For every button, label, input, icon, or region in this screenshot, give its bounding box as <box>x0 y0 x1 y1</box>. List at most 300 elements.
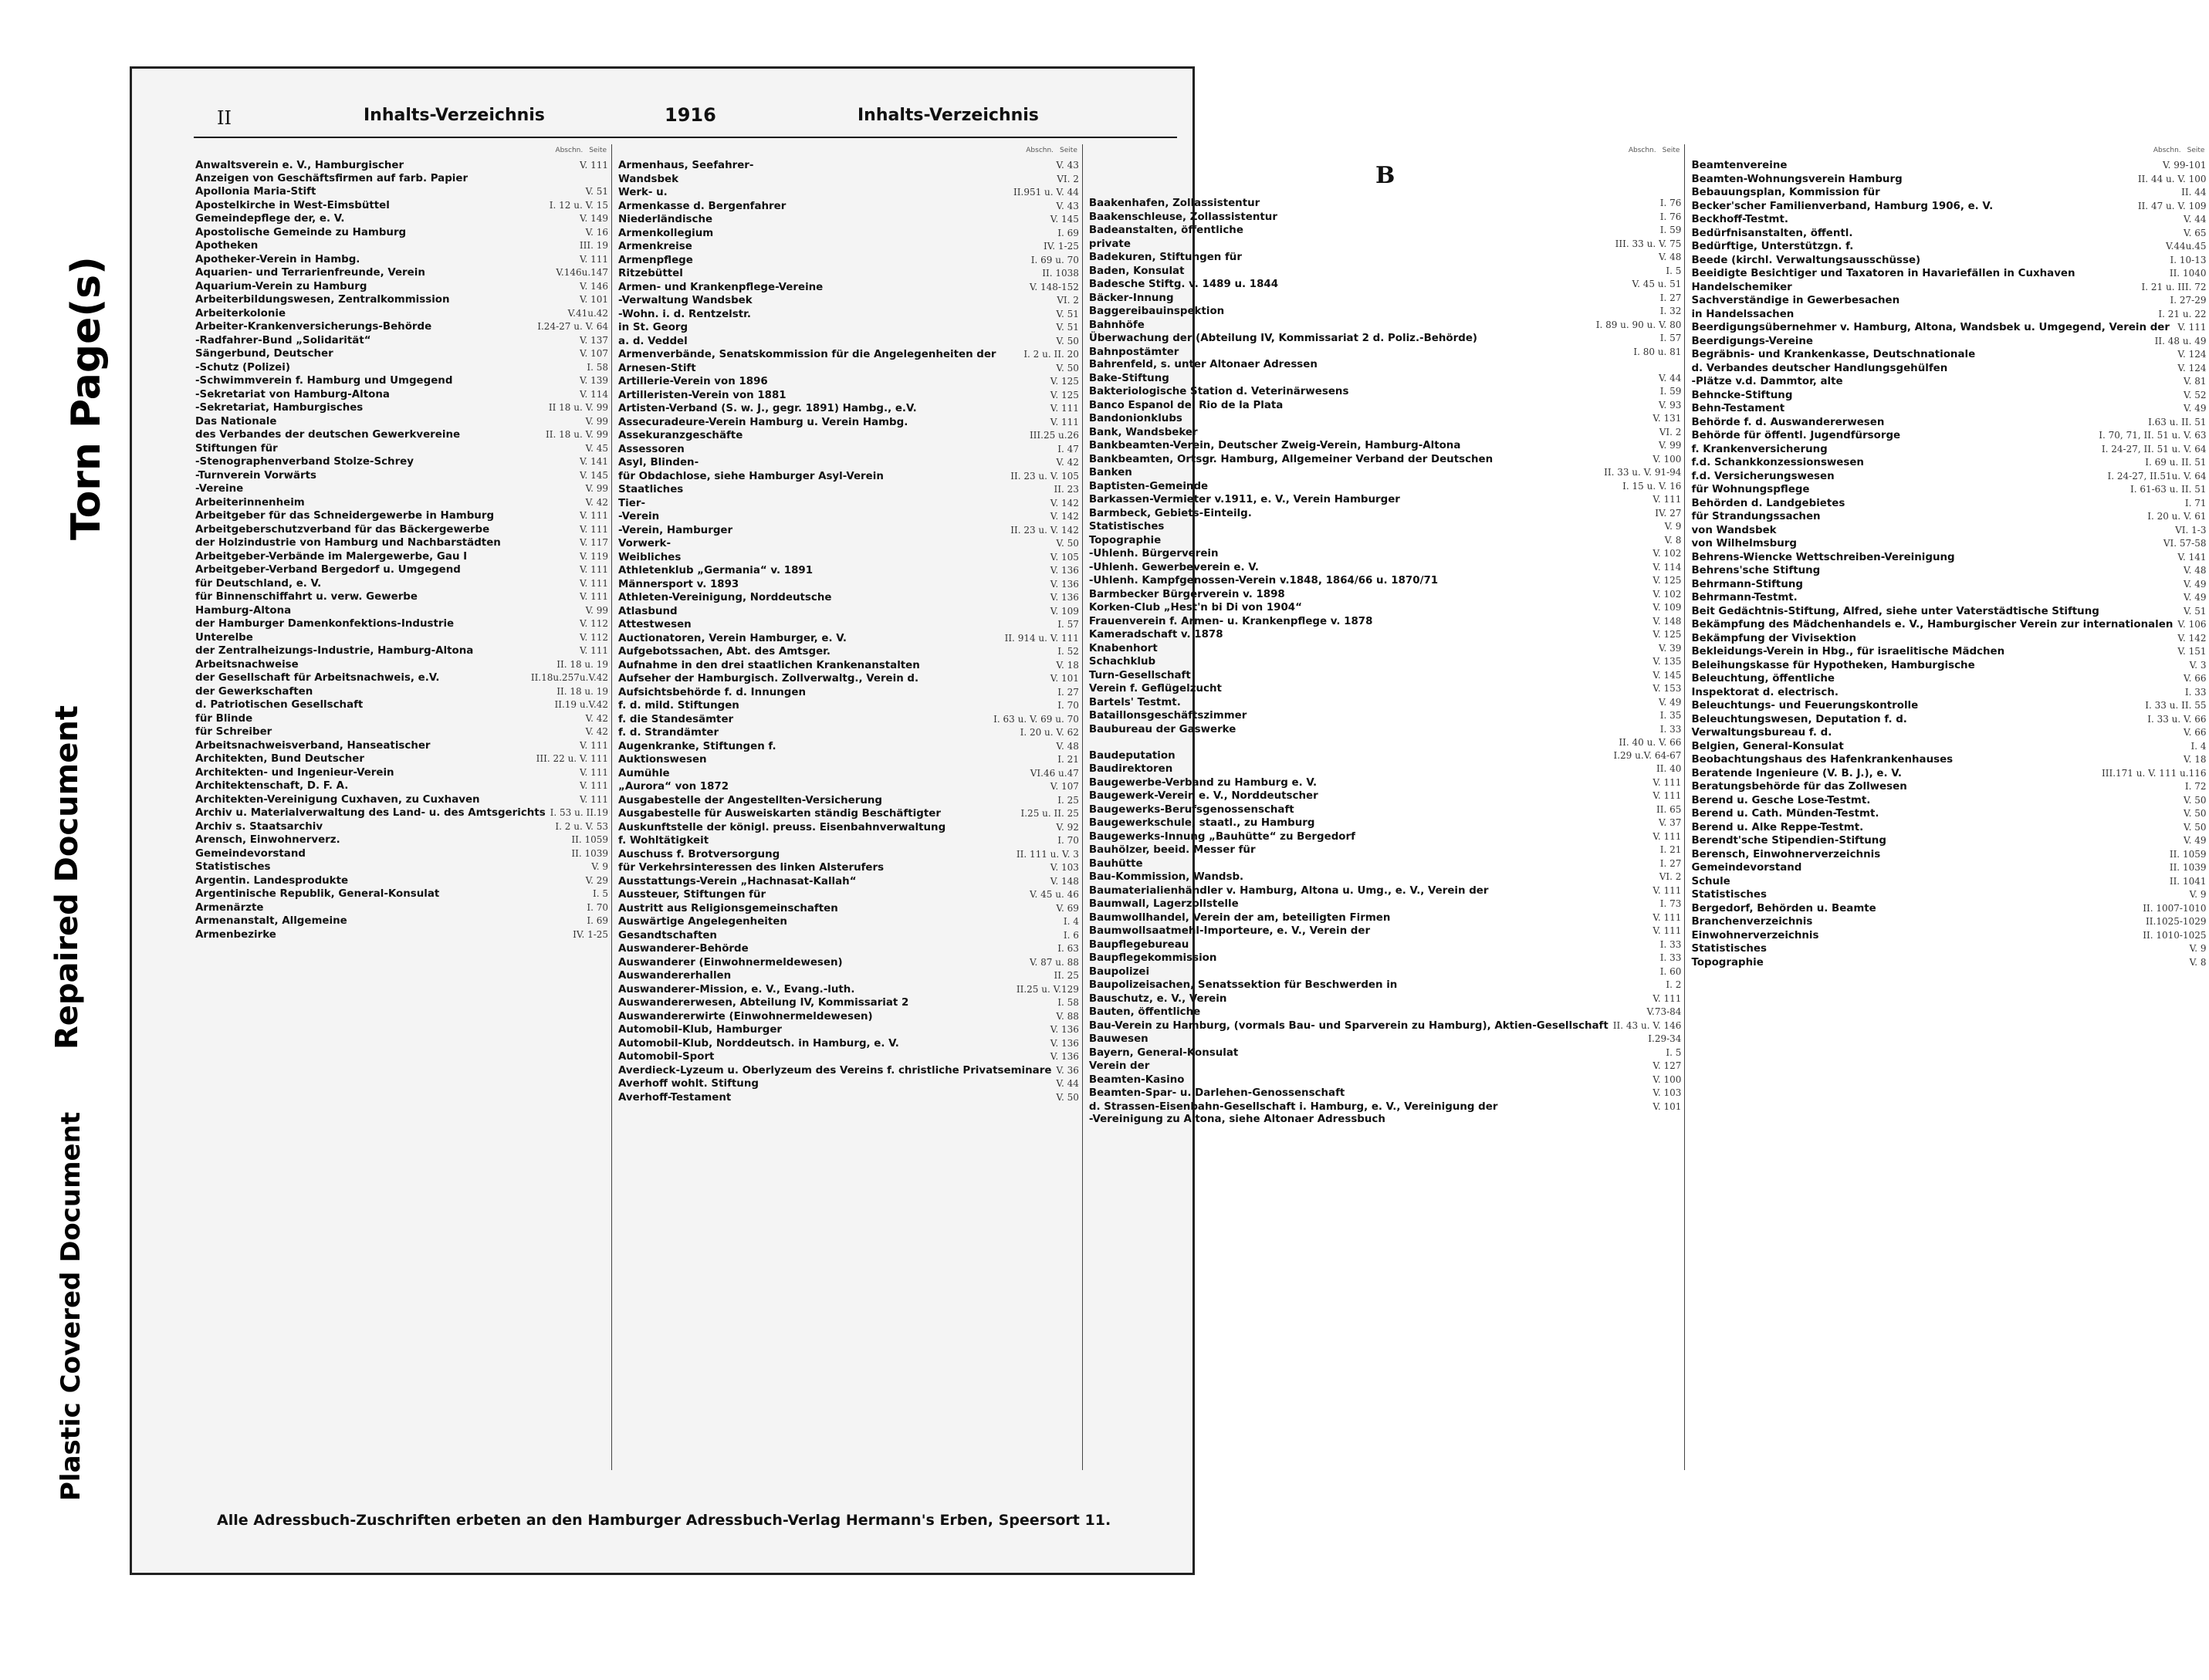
entry-name: Baakenhafen, Zollassistentur <box>1088 198 1260 209</box>
entry-name: Beratende Ingenieure (V. B. J.), e. V. <box>1691 767 1902 779</box>
entry-name: Automobil-Sport <box>618 1051 715 1063</box>
entry-name: von Wilhelmsburg <box>1691 538 1797 549</box>
entry-reference: V.146u.147 <box>556 267 609 278</box>
index-entry <box>618 200 1079 214</box>
index-entry <box>195 388 608 402</box>
entry-name: Statistisches <box>1691 943 1767 955</box>
entry-name: Armenverbände, Senatskommission für die Angelegenheiten der <box>618 349 996 360</box>
index-entry <box>1089 372 1682 386</box>
index-entry <box>618 227 1079 241</box>
index-entry <box>1691 416 2206 430</box>
index-entry <box>195 860 608 874</box>
index-entry <box>618 996 1079 1010</box>
entry-reference: V. 49 <box>2184 835 2207 846</box>
entry-reference: V. 66 <box>2184 727 2207 738</box>
entry-reference: V. 135 <box>1653 656 1682 667</box>
index-entry <box>1089 911 1682 925</box>
entry-name: Topographie <box>1088 534 1162 546</box>
entry-name: Bedürftige, Unterstützgn. f. <box>1691 241 1854 252</box>
index-entry <box>1089 669 1682 683</box>
entry-reference: II. 1059 <box>2169 848 2207 860</box>
entry-name: Armenkasse d. Bergenfahrer <box>618 200 787 212</box>
entry-reference: II.951 u. V. 44 <box>1013 187 1079 198</box>
index-entry <box>1691 321 2206 335</box>
entry-reference: V. 125 <box>1653 575 1682 586</box>
index-entry <box>1089 830 1682 844</box>
entry-reference: I. 76 <box>1659 198 1682 208</box>
index-entry <box>195 766 608 780</box>
entry-reference: V. 43 <box>1056 200 1079 211</box>
entry-reference: V. 42 <box>585 496 609 508</box>
entry-name: Barmbecker Bürgerverein v. 1898 <box>1088 588 1285 600</box>
entry-name: Archiv s. Staatsarchiv <box>195 820 323 833</box>
index-entry <box>195 442 608 456</box>
entry-name: f. Krankenversicherung <box>1691 443 1828 455</box>
entry-name: Aufgebotssachen, Abt. des Amtsger. <box>618 646 830 657</box>
entry-reference: I. 21 <box>1057 754 1079 765</box>
entry-name: der Zentralheizungs-Industrie, Hamburg-Altona <box>195 645 474 657</box>
entry-name: Schule <box>1691 875 1730 887</box>
entry-reference: I. 69 u. II. 51 <box>2145 457 2207 468</box>
entry-reference: I. 33 u. II. 55 <box>2145 700 2207 711</box>
entry-reference: V. 136 <box>1050 1051 1079 1062</box>
index-entry <box>195 712 608 726</box>
entry-reference: I. 27 <box>1659 292 1682 303</box>
entry-name: Branchenverzeichnis <box>1691 916 1813 928</box>
entry-name: Baupflegebureau <box>1088 938 1189 951</box>
entry-reference: I. 59 <box>1659 386 1682 397</box>
entry-reference: I. 57 <box>1057 619 1079 630</box>
entry-name: Beamten-Kasino <box>1088 1073 1185 1086</box>
index-entry <box>195 428 608 442</box>
index-entry <box>1089 412 1682 426</box>
entry-name: Austritt aus Religionsgemeinschaften <box>618 902 838 914</box>
index-entry <box>1089 965 1682 979</box>
index-entry <box>1089 561 1682 575</box>
index-entry <box>1089 332 1682 346</box>
index-entry <box>1089 507 1682 521</box>
index-entry <box>1089 736 1682 749</box>
index-entry <box>618 254 1079 268</box>
entry-name: Bauhütte <box>1088 857 1143 870</box>
entry-name: Statistisches <box>1691 889 1767 901</box>
entry-name: Aquarien- und Terrarienfreunde, Verein <box>195 267 425 279</box>
entry-name: -Uhlenh. Gewerbeverein e. V. <box>1088 561 1259 573</box>
entry-reference: I. 57 <box>1659 333 1682 343</box>
entry-name: Architektenschaft, D. F. A. <box>195 780 349 792</box>
entry-reference: V. 9 <box>591 861 609 872</box>
index-entry <box>1691 848 2206 862</box>
index-entry <box>1089 897 1682 911</box>
index-entry <box>1691 888 2206 902</box>
entry-reference: I. 24-27, II.51u. V. 64 <box>2107 470 2207 482</box>
index-entry <box>618 524 1079 538</box>
entry-reference: I. 60 <box>1659 965 1682 977</box>
entry-reference: V. 145 <box>1050 214 1079 225</box>
entry-reference: V. 111 <box>1653 494 1682 505</box>
entry-reference: V. 109 <box>1050 605 1079 617</box>
entry-reference: II. 23 u. V. 142 <box>1010 524 1079 536</box>
entry-reference: V. 8 <box>2189 956 2207 968</box>
entry-reference: V. 8 <box>1664 534 1682 546</box>
entry-name: Archiv u. Materialverwaltung des Land- u. des Amtsgerichts <box>195 807 546 819</box>
entry-reference: II. 40 <box>1656 763 1682 774</box>
entry-reference: V. 146 <box>579 280 609 292</box>
entry-reference: V. 49 <box>2184 592 2207 603</box>
index-entry <box>618 848 1079 862</box>
entry-reference: I. 10-13 <box>2170 254 2207 265</box>
entry-reference: V. 49 <box>1658 696 1682 708</box>
entry-reference: V. 111 <box>1653 830 1682 842</box>
index-entry <box>1691 227 2206 241</box>
index-entry <box>1691 726 2206 740</box>
entry-name: Baumwollhandel, Verein der am, beteiligten Firmen <box>1088 911 1391 924</box>
entry-reference: V. 111 <box>579 523 609 535</box>
index-entry <box>618 1037 1079 1051</box>
index-entry <box>1691 956 2206 970</box>
entry-reference: I. 21 <box>1659 844 1682 855</box>
entry-name: Apollonia Maria-Stift <box>195 186 316 198</box>
entry-name: Automobil-Klub, Hamburger <box>618 1024 783 1036</box>
entry-name: Bekleidungs-Verein in Hbg., für israelitische Mädchen <box>1691 646 2005 657</box>
entry-name: Sachverständige in Gewerbesachen <box>1691 295 1900 306</box>
entry-name: Bedürfnisanstalten, öffentl. <box>1691 227 1853 239</box>
entry-reference: I. 76 <box>1659 211 1682 222</box>
index-entry <box>618 659 1079 673</box>
index-entry <box>1691 821 2206 835</box>
entry-name: Baugewerkschule, staatl., zu Hamburg <box>1088 817 1315 829</box>
entry-name: Barkassen-Vermieter v.1911, e. V., Verein Hamburger <box>1088 494 1400 505</box>
entry-name: Bakteriologische Station d. Veterinärwesens <box>1088 386 1349 397</box>
entry-reference: VI. 57-58 <box>2163 538 2207 549</box>
document-condition-strip <box>0 0 116 1680</box>
entry-name: Behörde für öffentl. Jugendfürsorge <box>1691 430 1901 441</box>
index-entry <box>1691 348 2206 362</box>
index-entry <box>1089 197 1682 211</box>
entry-reference: V. 142 <box>1050 511 1079 522</box>
entry-name: Beleuchtung, öffentliche <box>1691 673 1835 685</box>
entry-reference: II. 1039 <box>571 847 609 859</box>
section-head: Abschn. <box>1026 147 1054 154</box>
entry-reference: V. 111 <box>1050 416 1079 428</box>
entry-name: Baugewerks-Innung „Bauhütte“ zu Bergedorf <box>1088 830 1355 843</box>
entry-reference: V. 111 <box>579 577 609 589</box>
index-entry <box>1691 686 2206 700</box>
index-entry <box>618 753 1079 767</box>
index-entry <box>618 186 1079 200</box>
entry-name: Banco Espanol del Rio de la Plata <box>1088 399 1284 411</box>
index-entry <box>1089 979 1682 992</box>
page-head: Seite <box>1060 147 1077 154</box>
index-entry <box>1691 740 2206 754</box>
entry-reference: V. 137 <box>579 334 609 346</box>
entry-name: Verein der <box>1088 1060 1150 1072</box>
page-header <box>132 69 1192 146</box>
entry-reference: II. 65 <box>1656 803 1682 815</box>
entry-name: Behrmann-Testmt. <box>1691 592 1798 603</box>
index-entry <box>618 875 1079 889</box>
index-entry <box>618 443 1079 457</box>
entry-reference: I. 47 <box>1057 443 1079 455</box>
entry-reference: V. 111 <box>579 780 609 791</box>
entry-name: Auswanderer-Behörde <box>618 943 749 955</box>
entry-name: Badeanstalten, öffentliche <box>1088 225 1243 236</box>
index-entry <box>1691 254 2206 268</box>
entry-reference: V. 111 <box>579 645 609 656</box>
index-entry <box>1089 211 1682 225</box>
index-entry <box>618 834 1079 848</box>
entry-reference: I. 58 <box>587 361 609 373</box>
entry-name: Aussteuer, Stiftungen für <box>618 889 766 901</box>
entry-name: -Schwimmverein f. Hamburg und Umgegend <box>195 375 453 387</box>
entry-reference: V. 102 <box>1653 588 1682 600</box>
entry-name: Anzeigen von Geschäftsfirmen auf farb. Papier <box>195 172 469 184</box>
entry-name: -Stenographenverband Stolze-Schrey <box>195 456 414 468</box>
entry-name: Arbeitgeber für das Schneidergewerbe in Hamburg <box>195 510 495 522</box>
header-title-right: Inhalts-Verzeichnis <box>858 106 1039 125</box>
entry-reference: I.29 u.V. 64-67 <box>1613 749 1682 761</box>
entry-reference: II. 33 u. V. 91-94 <box>1604 467 1682 478</box>
entry-name: -Sekretariat, Hamburgisches <box>195 402 364 414</box>
entry-reference: V. 105 <box>1050 551 1079 563</box>
index-entry <box>618 308 1079 322</box>
entry-name: Frauenverein f. Armen- u. Krankenpflege v. 1878 <box>1088 615 1373 627</box>
entry-name: Banken <box>1088 467 1132 478</box>
entry-name: des Verbandes der deutschen Gewerkvereine <box>195 429 461 441</box>
entry-name: -Plätze v.d. Dammtor, alte <box>1691 376 1843 387</box>
entry-reference: IV. 1-25 <box>573 928 609 940</box>
index-entry <box>1089 696 1682 710</box>
entry-reference: V. 51 <box>585 186 609 197</box>
index-entry <box>618 416 1079 430</box>
page-head: Seite <box>589 147 607 154</box>
entry-name: Korken-Club „Hest'n bi Di von 1904“ <box>1088 602 1302 614</box>
index-entry <box>195 159 608 173</box>
entry-name: Hamburg-Altona <box>195 604 292 617</box>
index-entry <box>1089 292 1682 306</box>
entry-reference: V. 111 <box>579 160 609 171</box>
entry-name: Überwachung der (Abteilung IV, Kommissariat 2 d. Poliz.-Behörde) <box>1088 333 1478 344</box>
entry-name: Armenkollegium <box>618 227 714 239</box>
entry-name: Badesche Stiftg. v. 1489 u. 1844 <box>1088 279 1279 290</box>
entry-reference: V. 112 <box>579 631 609 643</box>
index-entry <box>195 820 608 834</box>
entry-reference: I. 2 u. V. 53 <box>555 820 609 832</box>
index-entry <box>1691 389 2206 403</box>
entry-reference: I. 33 <box>2184 686 2207 698</box>
entry-reference: IV. 1-25 <box>1043 241 1079 252</box>
index-entry <box>1691 524 2206 538</box>
entry-reference: V.73-84 <box>1646 1006 1682 1017</box>
entry-name: Arnesen-Stift <box>618 362 696 374</box>
index-entry <box>1691 605 2206 619</box>
entry-reference: V. 45 u. 51 <box>1632 279 1682 289</box>
entry-reference: V. 111 <box>2177 322 2207 333</box>
index-entry <box>1691 645 2206 659</box>
index-entry <box>195 469 608 483</box>
index-entry <box>1691 186 2206 200</box>
index-entry <box>1089 709 1682 723</box>
entry-reference: V. 37 <box>1658 817 1682 828</box>
index-entry <box>1089 776 1682 790</box>
index-entry <box>1691 173 2206 187</box>
entry-name: Bekämpfung des Mädchenhandels e. V., Hamburgischer Verein zur internationalen <box>1691 619 2173 630</box>
index-entry <box>1691 915 2206 929</box>
entry-reference: I. 2 <box>1666 979 1682 990</box>
index-entry <box>1691 699 2206 713</box>
entry-reference: I.29-34 <box>1648 1033 1682 1044</box>
index-entry <box>195 874 608 888</box>
entry-reference: V. 52 <box>2184 389 2207 401</box>
index-entry <box>195 455 608 469</box>
entry-name: Assekuranzgeschäfte <box>618 430 743 441</box>
entry-reference: II. 1039 <box>2169 862 2207 873</box>
entry-name: Apotheker-Verein in Hambg. <box>195 253 360 265</box>
entry-reference: V. 87 u. 88 <box>1029 956 1079 968</box>
entry-name: Beit Gedächtnis-Stiftung, Alfred, siehe unter Vaterstädtische Stiftung <box>1691 605 2099 617</box>
index-entry <box>1089 789 1682 803</box>
entry-name: für Deutschland, e. V. <box>195 577 322 590</box>
index-entry <box>618 375 1079 389</box>
entry-reference: V. 50 <box>1056 1091 1079 1103</box>
entry-name: in St. Georg <box>618 322 688 333</box>
index-entry <box>618 699 1079 713</box>
entry-reference: V. 9 <box>1664 521 1682 532</box>
entry-name: Bataillonsgeschäftszimmer <box>1088 710 1247 722</box>
entry-reference: V. 111 <box>579 253 609 265</box>
entry-name: Baubureau der Gaswerke <box>1088 723 1236 735</box>
entry-name: Auswandererhallen <box>618 970 732 982</box>
index-entry <box>1089 359 1682 372</box>
entry-reference: V. 99 <box>585 604 609 616</box>
index-entry <box>1089 857 1682 871</box>
index-entry <box>618 942 1079 956</box>
entry-name: Assecuradeure-Verein Hamburg u. Verein Hambg. <box>618 416 908 428</box>
entry-name: f. Wohltätigkeit <box>618 835 709 847</box>
index-entry <box>195 779 608 793</box>
entry-reference: V. 93 <box>1658 399 1682 411</box>
index-entry <box>195 577 608 591</box>
index-entry <box>1089 238 1682 252</box>
index-entry <box>195 239 608 253</box>
entry-reference: III. 19 <box>579 240 609 251</box>
entry-name: Aufnahme in den drei staatlichen Krankenanstalten <box>618 659 920 671</box>
entry-name: Behn-Testament <box>1691 403 1785 414</box>
entry-reference: V. 81 <box>2184 376 2207 387</box>
index-entry <box>195 806 608 820</box>
entry-name: Berend u. Alke Reppe-Testmt. <box>1691 821 1864 833</box>
index-entry <box>618 591 1079 605</box>
entry-reference: V. 125 <box>1653 629 1682 640</box>
entry-name: Bekämpfung der Vivisektion <box>1691 632 1856 644</box>
index-entry <box>618 456 1079 470</box>
entry-name: Behrens'sche Stiftung <box>1691 565 1821 576</box>
index-entry <box>1089 749 1682 763</box>
entry-name: Barmbeck, Gebiets-Einteilg. <box>1088 507 1252 519</box>
index-entry <box>195 739 608 753</box>
entry-name: Arbeitgeber-Verband Bergedorf u. Umgegend <box>195 564 461 576</box>
entry-name: Beeidigte Besichtiger und Taxatoren in Havariefällen in Cuxhaven <box>1691 268 2075 279</box>
entry-reference: V. 139 <box>579 375 609 386</box>
entry-reference: V. 131 <box>1653 413 1682 424</box>
entry-name: Auswandererwirte (Einwohnermeldewesen) <box>618 1010 873 1023</box>
entry-reference: III. 33 u. V. 75 <box>1615 238 1682 249</box>
index-entry <box>1691 200 2206 214</box>
entry-name: d. Verbandes deutscher Handlungsgehülfen <box>1691 362 1948 374</box>
index-entry <box>195 833 608 847</box>
entry-reference: V. 44 <box>1658 372 1682 384</box>
entry-reference: I. 61-63 u. II. 51 <box>2130 484 2207 495</box>
entry-reference: V. 106 <box>2177 619 2207 630</box>
entry-reference: II. 1007-1010 <box>2143 902 2207 914</box>
entry-reference: II. 44 u. V. 100 <box>2137 173 2207 184</box>
entry-name: Baden, Konsulat <box>1088 265 1185 277</box>
entry-reference: V. 50 <box>1056 538 1079 549</box>
index-entry <box>1089 884 1682 898</box>
entry-name: Apostelkirche in West-Eimsbüttel <box>195 199 390 211</box>
entry-reference: I. 89 u. 90 u. V. 80 <box>1595 319 1682 330</box>
entry-name: Handelschemiker <box>1691 281 1792 293</box>
entry-reference: I. 33 <box>1659 938 1682 950</box>
index-entry <box>195 361 608 375</box>
index-entry <box>1089 628 1682 642</box>
entry-name: Bergedorf, Behörden u. Beamte <box>1691 902 1876 914</box>
index-entry <box>618 1010 1079 1024</box>
entry-reference: V. 136 <box>1050 1037 1079 1049</box>
entry-reference: I. 63 <box>1057 943 1079 954</box>
entry-reference: V. 65 <box>2184 227 2207 238</box>
entry-name: Belgien, General-Konsulat <box>1691 740 1844 752</box>
index-entry <box>1691 861 2206 875</box>
index-entry <box>1691 780 2206 794</box>
index-entry <box>618 294 1079 308</box>
entry-name: f.d. Schankkonzessionswesen <box>1691 457 1864 468</box>
index-entry <box>618 1077 1079 1091</box>
index-entry <box>1089 278 1682 292</box>
entry-reference: V. 107 <box>1050 781 1079 792</box>
entry-reference: V. 153 <box>1653 683 1682 694</box>
entry-name: Architekten- und Ingenieur-Verein <box>195 766 394 779</box>
entry-name: Averhoff wohlt. Stiftung <box>618 1078 759 1090</box>
entry-reference: V. 50 <box>1056 362 1079 374</box>
entry-reference: VI. 2 <box>1659 871 1682 882</box>
entry-name: Baudeputation <box>1088 749 1176 762</box>
index-entry <box>195 307 608 321</box>
index-entry <box>1691 767 2206 781</box>
entry-name: Attestwesen <box>618 619 692 630</box>
entry-name: Einwohnerverzeichnis <box>1691 929 1819 941</box>
entry-name: Beleihungskasse für Hypotheken, Hamburgische <box>1691 659 1975 671</box>
entry-reference: V. 9 <box>2189 889 2207 900</box>
entry-reference: V. 145 <box>1653 669 1682 681</box>
entry-reference: I. 69 u. 70 <box>1030 254 1079 265</box>
index-entry <box>618 321 1079 335</box>
entry-name: Baggereibauinspektion <box>1088 306 1225 317</box>
entry-reference: II. 18 u. 19 <box>556 685 609 697</box>
entry-reference: V. 69 <box>1056 902 1079 914</box>
entry-reference: I.63 u. II. 51 <box>2148 416 2207 428</box>
entry-reference: V. 111 <box>1050 403 1079 414</box>
entry-reference: I. 24-27, II. 51 u. V. 64 <box>2101 443 2207 455</box>
entry-name: f.d. Versicherungswesen <box>1691 470 1835 482</box>
entry-name: Arbeiter-Krankenversicherungs-Behörde <box>195 321 432 333</box>
index-entry <box>195 658 608 672</box>
index-entry <box>618 983 1079 997</box>
index-entry <box>618 213 1079 227</box>
entry-name: Averhoff-Testament <box>618 1091 732 1104</box>
entry-name: Baupolizei <box>1088 965 1150 978</box>
entry-reference: V. 45 <box>585 442 609 454</box>
